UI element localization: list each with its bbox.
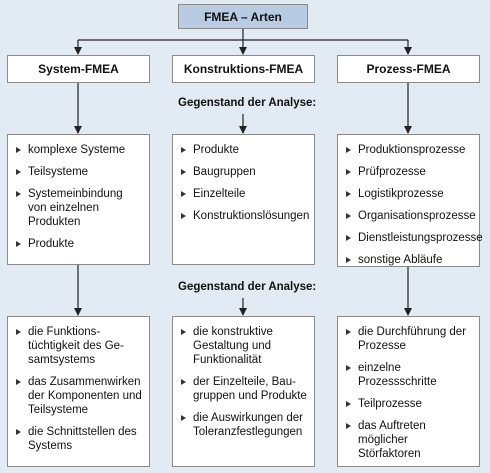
- list-item: Produktionsprozesse: [344, 143, 473, 157]
- objects-system-list: [14, 143, 143, 251]
- objects-prozess-list: [344, 143, 483, 267]
- objects-prozess-box: [337, 134, 483, 267]
- list-item: die Durchführung der Prozesse: [344, 325, 473, 353]
- list-item: Baugruppen: [179, 165, 308, 179]
- list-item: Produkte: [179, 143, 308, 157]
- list-item: das Auftreten möglicher Störfaktoren: [344, 419, 473, 461]
- objects-konstruktion-box: [172, 134, 315, 265]
- list-item: Systemeinbindung von einzelnen Produkten: [14, 187, 143, 229]
- list-item: die konstruktive Gestaltung und Funktionalität: [179, 325, 308, 367]
- list-item: Teilsysteme: [14, 165, 143, 179]
- list-item: komplexe Systeme: [14, 143, 143, 157]
- objects-system-box: [7, 134, 150, 265]
- label-analysis-subject-top: Gegenstand der Analyse:: [178, 97, 317, 109]
- list-item: Einzelteile: [179, 187, 308, 201]
- list-item: sonstige Abläufe: [344, 253, 473, 267]
- aspects-system-box: [7, 316, 150, 467]
- list-item: die Funktions-tüchtigkeit des Ge-samtsystems: [14, 325, 143, 367]
- objects-konstruktion-list: [179, 143, 308, 223]
- list-item: Prüfprozesse: [344, 165, 473, 179]
- list-item: Produkte: [14, 237, 143, 251]
- list-item: der Einzelteile, Bau-gruppen und Produkte: [179, 375, 308, 403]
- aspects-prozess-list: [344, 325, 473, 461]
- aspects-system-list: [14, 325, 143, 453]
- header-system-fmea: System-FMEA: [7, 55, 150, 83]
- diagram-title: FMEA – Arten: [178, 4, 308, 29]
- list-item: das Zusammenwirken der Komponenten und Teilsysteme: [14, 375, 143, 417]
- list-item: Konstruktionslösungen: [179, 209, 308, 223]
- label-analysis-subject-bottom: Gegenstand der Analyse:: [178, 281, 317, 293]
- list-item: die Schnittstellen des Systems: [14, 425, 143, 453]
- aspects-prozess-box: [337, 316, 480, 467]
- list-item: Organisationsprozesse: [344, 209, 473, 223]
- list-item: Dienstleistungsprozesse: [344, 231, 473, 245]
- header-prozess-fmea: Prozess-FMEA: [337, 55, 480, 83]
- aspects-konstruktion-list: [179, 325, 308, 439]
- aspects-konstruktion-box: [172, 316, 315, 467]
- header-konstruktions-fmea: Konstruktions-FMEA: [172, 55, 315, 83]
- list-item: Logistikprozesse: [344, 187, 473, 201]
- list-item: die Auswirkungen der Toleranzfestlegungen: [179, 411, 308, 439]
- list-item: Teilprozesse: [344, 397, 473, 411]
- list-item: einzelne Prozessschritte: [344, 361, 473, 389]
